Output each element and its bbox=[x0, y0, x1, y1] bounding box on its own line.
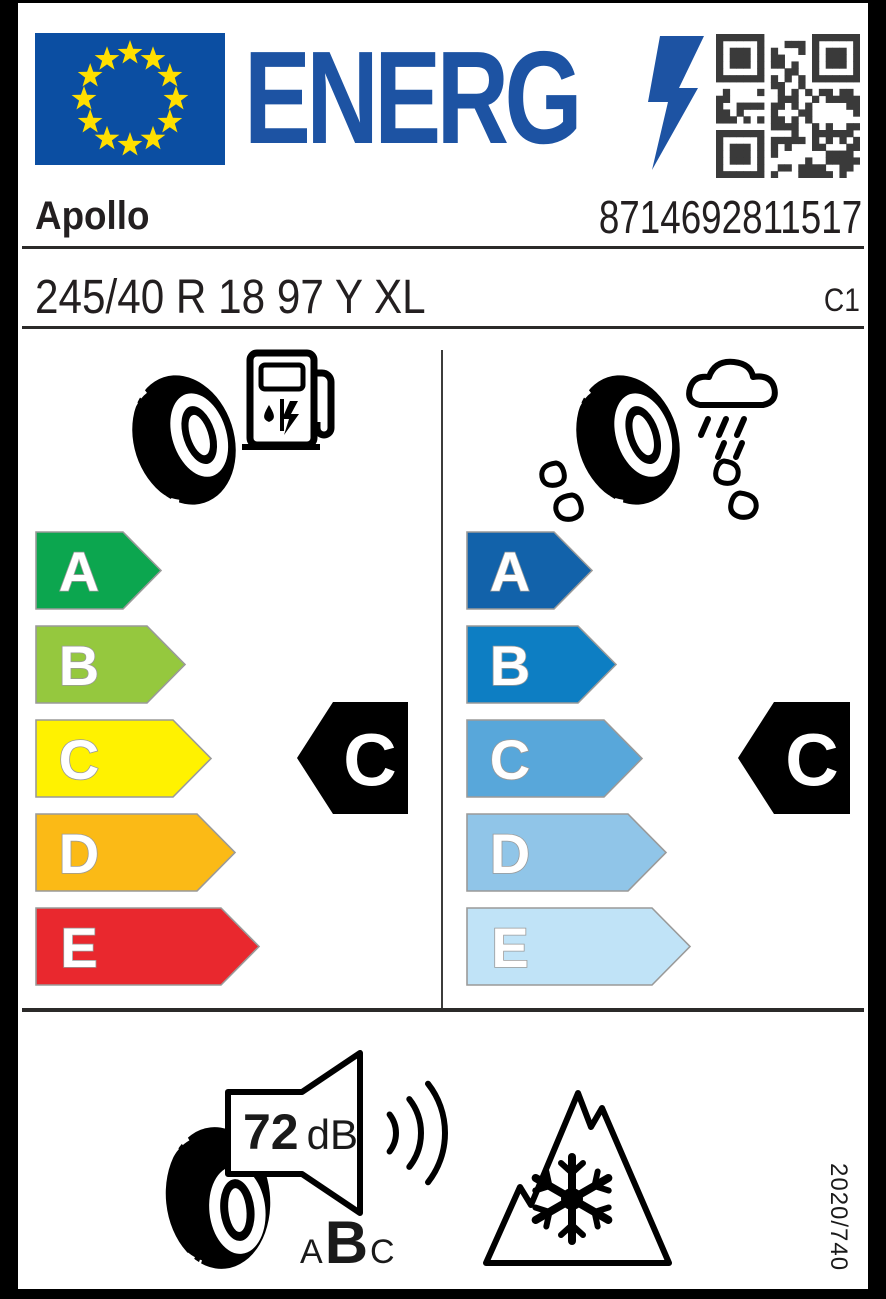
wet-grade-B-arrow bbox=[466, 625, 618, 704]
qr-code-icon bbox=[716, 34, 860, 178]
grade-letter: E bbox=[491, 916, 529, 979]
fuel-efficiency-scale bbox=[35, 531, 295, 991]
divider-line bbox=[22, 246, 864, 249]
grade-letter: C bbox=[58, 728, 100, 791]
fuel-pump-icon bbox=[242, 353, 331, 447]
noise-level-icon bbox=[160, 1045, 480, 1280]
label-border-bottom bbox=[0, 1289, 886, 1299]
grade-letter: D bbox=[58, 822, 100, 885]
vertical-divider bbox=[441, 350, 443, 1008]
grade-letter: A bbox=[58, 540, 100, 603]
wet-grade-D-arrow bbox=[466, 813, 668, 892]
wet-grade-C-arrow bbox=[466, 719, 644, 798]
sound-waves-icon bbox=[390, 1084, 445, 1183]
wet-grade-E-arrow bbox=[466, 907, 692, 986]
fuel-grade-D-arrow bbox=[35, 813, 237, 892]
grade-letter: B bbox=[58, 634, 100, 697]
fuel-grade-A-arrow bbox=[35, 531, 163, 610]
grade-letter: A bbox=[489, 540, 531, 603]
wet-grip-scale bbox=[466, 531, 726, 991]
label-border-left bbox=[0, 3, 18, 1299]
label-border-top bbox=[0, 0, 886, 3]
tire-class: C1 bbox=[824, 282, 860, 318]
grade-letter: C bbox=[489, 728, 531, 791]
eu-flag-icon bbox=[35, 33, 225, 165]
fuel-efficiency-rating-indicator bbox=[297, 702, 409, 815]
tire-wet-grip-icon bbox=[528, 343, 798, 533]
ean-number: 8714692811517 bbox=[598, 191, 862, 243]
fuel-grade-C-arrow bbox=[35, 719, 213, 798]
fuel-grade-B-arrow bbox=[35, 625, 187, 704]
regulation-number: 2020/740 bbox=[825, 1163, 852, 1272]
noise-unit: dB bbox=[306, 1111, 358, 1158]
tire-fuel-efficiency-icon bbox=[118, 343, 338, 533]
grade-letter: D bbox=[489, 822, 531, 885]
wet-grip-rating-indicator bbox=[738, 702, 851, 815]
tire-icon bbox=[118, 362, 252, 521]
lightning-bolt-icon bbox=[646, 36, 708, 170]
fuel-efficiency-rating: C bbox=[343, 718, 397, 802]
label-border-right bbox=[868, 3, 886, 1299]
divider-line bbox=[22, 326, 864, 329]
tire-size-designation: 245/40 R 18 97 Y XL bbox=[35, 271, 426, 324]
snow-mountain-icon bbox=[478, 1083, 678, 1273]
noise-value: 72 bbox=[243, 1104, 299, 1160]
wet-grade-A-arrow bbox=[466, 531, 594, 610]
rain-cloud-icon bbox=[689, 362, 775, 457]
brand-name: Apollo bbox=[35, 194, 150, 238]
divider-line bbox=[22, 1008, 864, 1012]
fuel-grade-E-arrow bbox=[35, 907, 261, 986]
noise-class-letters: ABC bbox=[300, 1209, 395, 1276]
energy-logo-text: ENERG bbox=[244, 24, 578, 171]
grade-letter: E bbox=[60, 916, 98, 979]
grade-letter: B bbox=[489, 634, 531, 697]
wet-grip-rating: C bbox=[785, 718, 839, 802]
